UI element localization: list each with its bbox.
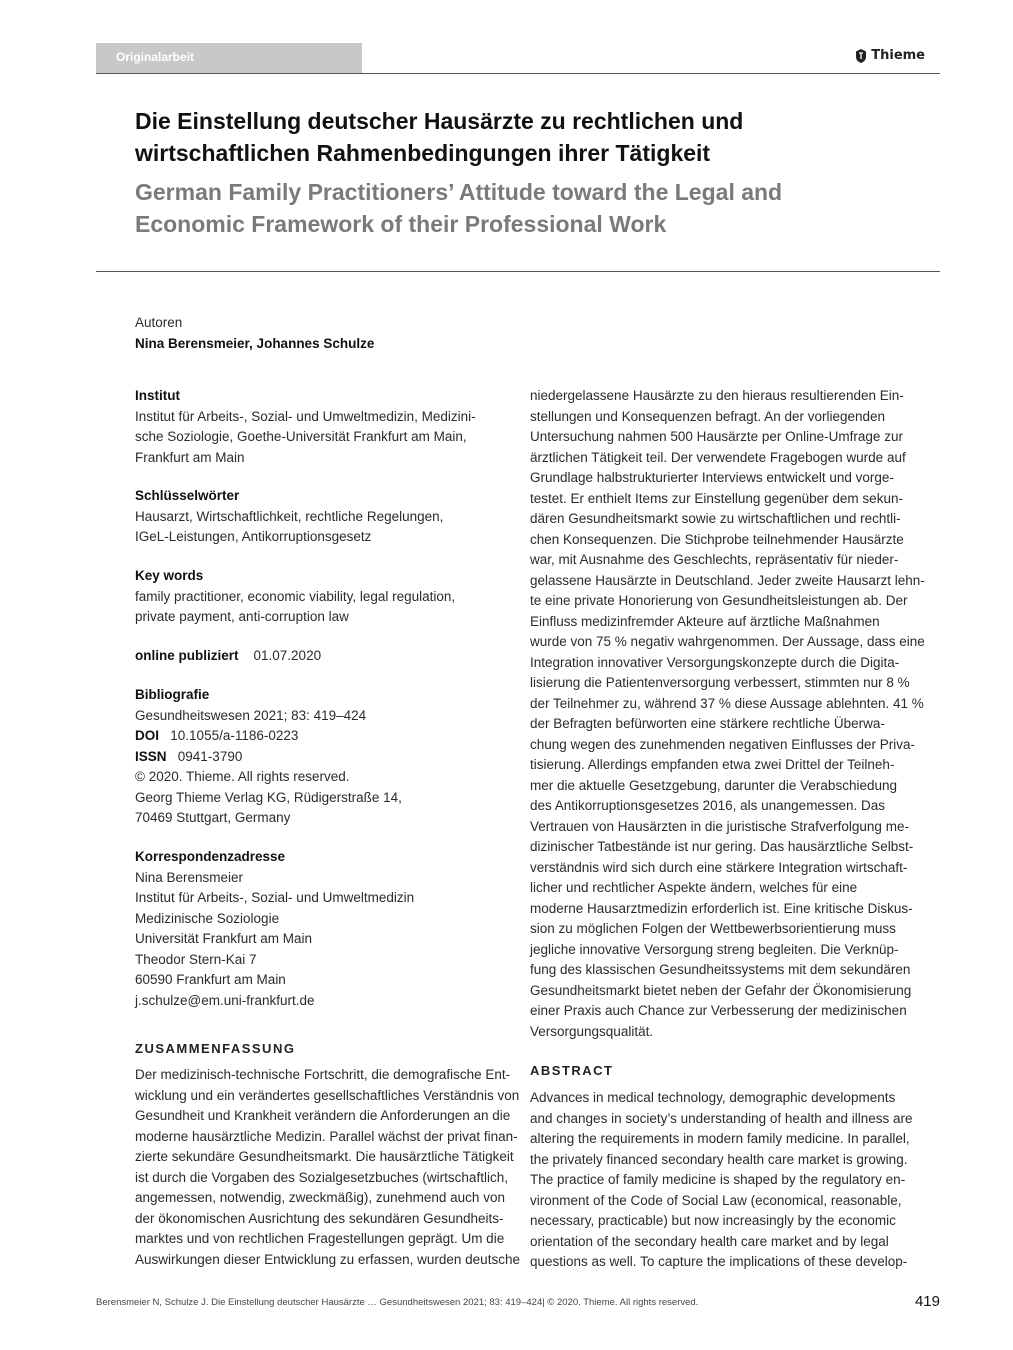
online-label: online publiziert (135, 648, 239, 663)
text-line: Integration innovativer Versorgungskonzepte durch die Digita- (530, 654, 900, 670)
publisher-address-line: 70469 Stuttgart, Germany (135, 810, 291, 825)
authors-names: Nina Berensmeier, Johannes Schulze (135, 335, 375, 351)
text-line: der Befragten befürworten eine stärkere rechtliche Überwa- (530, 716, 885, 731)
text-line: te eine private Honorierung von Gesundheitsleistungen ab. Der (530, 593, 908, 608)
issn-label: ISSN (135, 748, 167, 764)
text-line: jegliche innovative Versorgung streng begleiten. Die Verknüp- (530, 941, 899, 957)
text-line: and changes in society’s understanding of health and illness are (530, 1110, 913, 1126)
institute-block (135, 386, 476, 468)
text-line: the privately financed secondary health care market is growing. (530, 1151, 908, 1167)
publisher-address-line: Georg Thieme Verlag KG, Rüdigerstraße 14, (135, 789, 402, 805)
keywords-en-label: Key words (135, 568, 204, 583)
text-line: gelassene Hausärzte in Deutschland. Jeder zweite Hausarzt lehn- (530, 572, 925, 588)
text-line: testet. Er enthielt Items zur Einstellung gegenüber dem sekun- (530, 490, 903, 506)
title-rule (96, 271, 940, 272)
text-line: ärztlichen Tätigkeit teil. Der verwendete Fragebogen wurde auf (530, 449, 906, 465)
text-line: dizinischer Tatbestände ist nur gering. Das hausärztliche Selbst- (530, 839, 914, 854)
abstract-heading: ABSTRACT (530, 1063, 614, 1078)
correspondence-line: Nina Berensmeier (135, 869, 244, 885)
text-line: orientation of the secondary health care market and by legal (530, 1233, 889, 1249)
text-line: fung des klassischen Gesundheitssystems mit dem sekundären (530, 962, 911, 977)
correspondence-line: 60590 Frankfurt am Main (135, 972, 286, 987)
zusammenfassung-text (135, 1065, 520, 1270)
institute-line: Frankfurt am Main (135, 449, 245, 465)
title-english-line: German Family Practitioners’ Attitude toward the Legal and (135, 179, 783, 205)
correspondence-label: Korrespondenzadresse (135, 849, 286, 864)
text-line: dären Gesundheitsmarkt sowie zu wirtschaftlichen und rechtli- (530, 511, 901, 526)
correspondence-email[interactable]: j.schulze@em.uni-frankfurt.de (135, 992, 315, 1008)
zusammenfassung-heading: ZUSAMMENFASSUNG (135, 1041, 296, 1056)
text-line: licher und rechtlicher Aspekte ändern, welches für eine (530, 880, 858, 895)
publisher-logo (855, 48, 925, 63)
bibliography-citation: Gesundheitswesen 2021; 83: 419–424 (135, 707, 367, 723)
text-line: questions as well. To capture the implications of these develop- (530, 1254, 908, 1269)
text-line: chen Konsequenzen. Die Stichprobe teilnehmender Hausärzte (530, 531, 904, 547)
text-line: der Teilnehmer zu, während 37 % diese Aussage ablehnten. 41 % (530, 695, 924, 711)
text-line: wurde von 75 % negativ wahrgenommen. Der Aussage, dass eine (530, 634, 925, 649)
correspondence-line: Theodor Stern-Kai 7 (135, 951, 257, 967)
keywords-en-line: family practitioner, economic viability, legal regulation, (135, 588, 456, 604)
text-line: ist durch die Vorgaben des Sozialgesetzbuches (wirtschaftlich, (135, 1169, 508, 1185)
text-line: war, mit Ausnahme des Geschlechts, repräsentativ für nieder- (530, 552, 899, 567)
text-line: niedergelassene Hausärzte zu den hieraus resultierenden Ein- (530, 388, 904, 403)
text-line: Gesundheit und Krankheit verändern die Anforderungen an die (135, 1108, 511, 1123)
correspondence-line: Institut für Arbeits-, Sozial- und Umweltmedizin (135, 890, 415, 905)
text-line: Einfluss medizinfremder Akteure auf ärztliche Maßnahmen (530, 613, 880, 629)
text-line: chung wegen des zunehmenden negativen Einflusses der Priva- (530, 736, 915, 752)
text-line: einer Praxis auch Chance zur Verbesserung der medizinischen (530, 1003, 907, 1018)
doi-label: DOI (135, 728, 160, 743)
text-line: moderne hausärztliche Medizin. Parallel wächst der privat finan- (135, 1128, 518, 1144)
keywords-de-block (135, 486, 443, 548)
text-line: Auswirkungen dieser Entwicklung zu erfassen, wurden deutsche (135, 1251, 520, 1267)
title-german (135, 105, 895, 169)
page-number: 419 (914, 1293, 940, 1310)
text-line: moderne Hausarztmedizin erforderlich ist. Eine kritische Diskus- (530, 900, 913, 916)
bibliography-block (135, 685, 402, 829)
title-german-line: Die Einstellung deutscher Hausärzte zu rechtlichen und (135, 108, 744, 134)
title-english (135, 176, 895, 240)
text-line: zierte sekundäre Gesundheitsmarkt. Die hausärztliche Tätigkeit (135, 1149, 514, 1164)
thieme-seal-icon (855, 49, 867, 63)
bibliography-label: Bibliografie (135, 687, 210, 702)
authors-label: Autoren (135, 315, 183, 330)
text-line: Der medizinisch-technische Fortschritt, die demografische Ent- (135, 1067, 511, 1082)
text-line: marktes und von rechtlichen Fragestellungen geprägt. Um die (135, 1231, 505, 1246)
rights-line: © 2020. Thieme. All rights reserved. (135, 769, 350, 784)
publisher-name: Thieme (871, 48, 925, 63)
text-line: Grundlage halbstrukturierter Interviews entwickelt und vorge- (530, 470, 894, 485)
text-line: Advances in medical technology, demographic developments (530, 1090, 896, 1105)
text-line: sion zu möglichen Folgen der Wettbewerbsorientierung muss (530, 921, 896, 936)
text-line: angemessen, notwendig, zweckmäßig), zunehmend auch von (135, 1190, 505, 1205)
text-line: lisierung die Patientenversorgung verbessert, stimmten nur 8 % (530, 675, 910, 690)
correspondence-line: Medizinische Soziologie (135, 910, 280, 926)
text-line: Versorgungsqualität. (530, 1023, 654, 1039)
title-german-line: wirtschaftlichen Rahmenbedingungen ihrer Tätigkeit (135, 140, 711, 166)
zusammenfassung-continued (530, 386, 925, 1042)
text-line: verständnis wird sich durch eine stärkere Integration wirtschaft- (530, 859, 908, 875)
text-line: Vertrauen von Hausärzten in die juristische Strafverfolgung me- (530, 818, 909, 834)
text-line: stellungen und Konsequenzen befragt. An der vorliegenden (530, 408, 886, 424)
correspondence-block (135, 847, 414, 1011)
category-label: Originalarbeit (116, 50, 195, 64)
institute-line: sche Soziologie, Goethe-Universität Frankfurt am Main, (135, 429, 467, 444)
text-line: des Antikorruptionsgesetzes 2016, als unangemessen. Das (530, 798, 885, 813)
online-date: 01.07.2020 (253, 648, 322, 663)
authors-block (135, 313, 374, 354)
keywords-de-label: Schlüsselwörter (135, 488, 240, 503)
text-line: The practice of family medicine is shaped by the regulatory en- (530, 1172, 906, 1187)
keywords-en-line: private payment, anti-corruption law (135, 609, 349, 624)
category-bar (96, 43, 362, 73)
online-published (135, 646, 321, 667)
keywords-de-line: Hausarzt, Wirtschaftlichkeit, rechtliche Regelungen, (135, 508, 444, 524)
abstract-text (530, 1088, 913, 1273)
text-line: vironment of the Code of Social Law (economical, reasonable, (530, 1192, 902, 1208)
keywords-de-line: IGeL-Leistungen, Antikorruptionsgesetz (135, 529, 372, 544)
text-line: Untersuchung nahmen 500 Hausärzte per Online-Umfrage zur (530, 429, 903, 444)
keywords-en-block (135, 566, 455, 628)
doi-value: 10.1055/a-1186-0223 (170, 728, 299, 743)
text-line: der ökonomischen Ausrichtung des sekundären Gesundheits- (135, 1210, 504, 1226)
correspondence-line: Universität Frankfurt am Main (135, 931, 313, 946)
text-line: necessary, practicable) but now increasingly by the economic (530, 1213, 896, 1228)
text-line: mer die aktuelle Gesetzgebung, darunter die Verabschiedung (530, 777, 897, 793)
text-line: tisierung. Allerdings empfanden etwa zwei Drittel der Teilneh- (530, 757, 895, 772)
footer-citation: Berensmeier N, Schulze J. Die Einstellung deutscher Hausärzte … Gesundheitswesen 2021; 83: 419–424| © 2020. Thieme. All rights reserved. (96, 1297, 699, 1308)
institute-label: Institut (135, 388, 180, 403)
header-rule (96, 73, 940, 74)
title-english-line: Economic Framework of their Professional Work (135, 211, 667, 237)
text-line: altering the requirements in modern family medicine. In parallel, (530, 1131, 910, 1146)
institute-line: Institut für Arbeits-, Sozial- und Umweltmedizin, Medizini- (135, 408, 476, 424)
text-line: wicklung und ein verändertes gesellschaftliches Verständnis von (135, 1087, 520, 1103)
text-line: Gesundheitsmarkt bietet neben der Gefahr der Ökonomisierung (530, 982, 912, 998)
issn-value: 0941-3790 (177, 748, 243, 764)
